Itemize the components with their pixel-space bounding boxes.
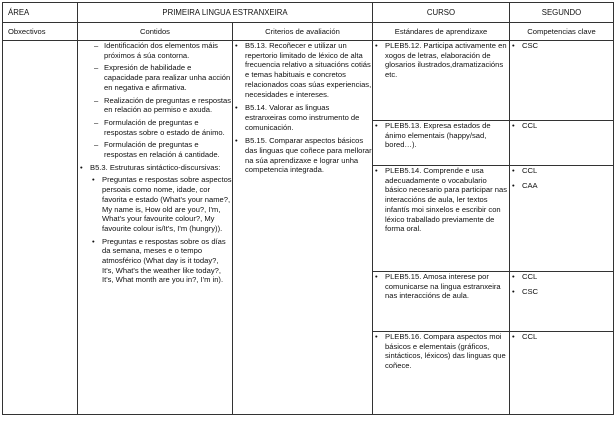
standard-list	[373, 272, 509, 301]
objectives-header: Obxectivos	[3, 23, 78, 41]
standard-cell	[373, 41, 510, 121]
competence-cell	[510, 41, 614, 121]
competence-cell	[510, 121, 614, 166]
criteria-cell	[233, 41, 373, 415]
competence-item: • CSC	[510, 287, 613, 297]
syntax-item: • Preguntas e respostas sobre os días da semana, meses e o tempo atmosférico (What day is it today?, It's, What's the weather like today?, It's, What month are you in?, I'm in).	[90, 237, 232, 286]
syntax-block-title: B5.3. Estruturas sintáctico-discursivas:	[90, 162, 221, 172]
competence-cell	[510, 272, 614, 332]
criteria-header: Criterios de avaliación	[233, 23, 373, 41]
competence-list	[510, 272, 613, 296]
standard-item: • PLEB5.15. Amosa interese por comunicarse na lingua estranxeira nas interaccións de aula.	[373, 272, 509, 301]
competence-cell	[510, 332, 614, 415]
curriculum-table	[2, 2, 614, 415]
standard-item: • PLEB5.16. Compara aspectos moi básicos e elementais (gráficos, sintácticos, léxicos) das linguas que coñece.	[373, 332, 509, 371]
competence-list	[510, 41, 613, 51]
competence-list	[510, 121, 613, 131]
competence-item: • CSC	[510, 41, 613, 51]
standard-list	[373, 332, 509, 371]
standard-cell	[373, 121, 510, 166]
syntax-block-item	[78, 163, 232, 285]
competence-item: • CCL	[510, 332, 613, 342]
contents-item: – Formulación de preguntas e respostas en relación á cantidade.	[92, 140, 232, 159]
competence-cell	[510, 166, 614, 272]
competence-item: • CAA	[510, 181, 613, 191]
standard-list	[373, 166, 509, 234]
standard-list	[373, 121, 509, 150]
competence-item: • CCL	[510, 272, 613, 282]
subheader-row	[3, 23, 614, 41]
contents-header: Contidos	[78, 23, 233, 41]
contents-cell	[78, 41, 233, 415]
competences-header: Competencias clave	[510, 23, 614, 41]
standard-cell	[373, 272, 510, 332]
objectives-cell	[3, 41, 78, 415]
standard-cell	[373, 166, 510, 272]
header-row	[3, 3, 614, 23]
criteria-item: • B5.13. Recoñecer e utilizar un repertorio limitado de léxico de alta frecuencia relativo a situacións cotiás e temas habituais e concretos relacionados coas súas experiencias, necesidades e intereses.	[233, 41, 372, 99]
contents-item: – Realización de preguntas e respostas en relación ao permiso e axuda.	[92, 96, 232, 115]
contents-item: – Formulación de preguntas e respostas sobre o estado de ánimo.	[92, 118, 232, 137]
area-header: ÁREA	[3, 3, 78, 23]
competence-item: • CCL	[510, 121, 613, 131]
subject-header: PRIMEIRA LINGUA ESTRANXEIRA	[78, 3, 373, 23]
competence-list	[510, 166, 613, 190]
syntax-list	[90, 175, 232, 285]
standard-cell	[373, 332, 510, 415]
standard-item: • PLEB5.14. Comprende e usa adecuadamente o vocabulario básico necesario para participar nas interaccións de aula, ler textos infantís moi sinxelos e escribir con léxico traballado previamente de forma oral.	[373, 166, 509, 234]
course-value: SEGUNDO	[510, 3, 614, 23]
standard-item: • PLEB5.12. Participa activamente en xogos de letras, elaboración de glosarios ilustrados,dramatizacións etc.	[373, 41, 509, 80]
contents-item: – Identificación dos elementos máis próximos á súa contorna.	[92, 41, 232, 60]
competence-item: • CCL	[510, 166, 613, 176]
criteria-list	[233, 41, 372, 175]
competence-list	[510, 332, 613, 342]
contents-list	[78, 41, 232, 160]
standard-item: • PLEB5.13. Expresa estados de ánimo elementais (happy/sad, bored…).	[373, 121, 509, 150]
criteria-item: • B5.15. Comparar aspectos básicos das linguas que coñece para mellorar na súa aprendizaxe e lograr unha competencia integrada.	[233, 136, 372, 175]
syntax-block	[78, 163, 232, 285]
row-1	[3, 41, 614, 121]
syntax-item: • Preguntas e respostas sobre aspectos persoais como nome, idade, cor favorita e estado (What's your name?, My name is, How old are you?, I'm, What's your favourite colour?, My favourite colour is/It's, I'm (hungry)).	[90, 175, 232, 233]
course-label: CURSO	[373, 3, 510, 23]
criteria-item: • B5.14. Valorar as linguas estranxeiras como instrumento de comunicación.	[233, 103, 372, 132]
standard-list	[373, 41, 509, 80]
standards-header: Estándares de aprendizaxe	[373, 23, 510, 41]
contents-item: – Expresión de habilidade e capacidade para realizar unha acción en negativa e afirmativa.	[92, 63, 232, 92]
